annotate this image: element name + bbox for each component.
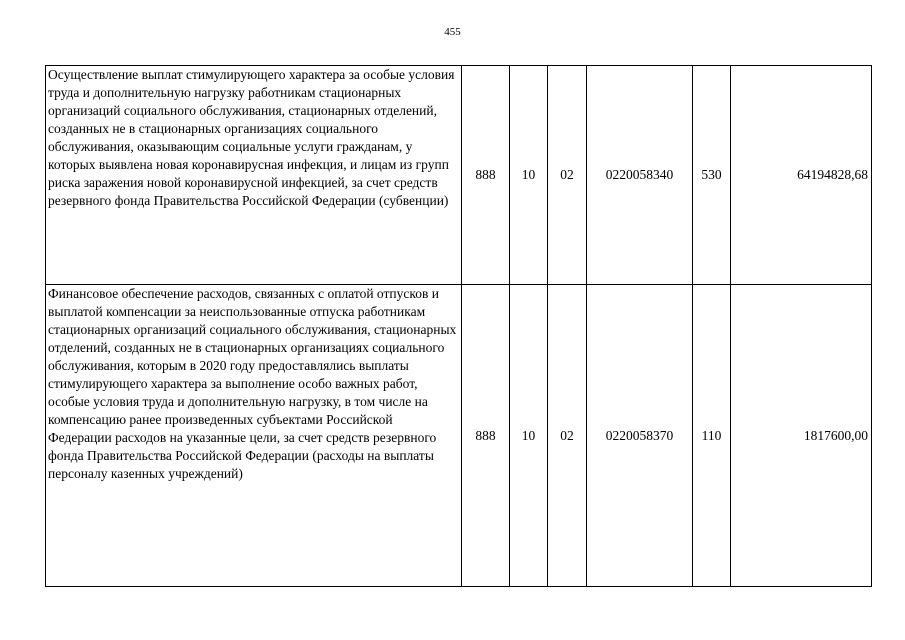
- row-description: Осуществление выплат стимулирующего характера за особые условия труда и дополнительную нагрузку работникам стационарных организаций социального обслуживания, стационарных отделений, созданных не в стационарных организациях социального обслуживания, оказывающим социальные услуги гражданам, у которых выявлена новая коронавирусная инфекция, и лицам из групп риска заражения новой коронавирусной инфекцией, за счет средств резервного фонда Правительства Российской Федерации (субвенции): [46, 66, 462, 285]
- table-row: [46, 66, 872, 285]
- budget-table: [45, 65, 872, 587]
- section-code: 10: [510, 66, 548, 285]
- target-article-code: 0220058340: [587, 66, 693, 285]
- target-article-code: 0220058370: [587, 285, 693, 587]
- amount-value: 64194828,68: [731, 66, 872, 285]
- expense-type-code: 530: [693, 66, 731, 285]
- ministry-code: 888: [462, 285, 510, 587]
- table-row: [46, 285, 872, 587]
- subsection-code: 02: [548, 285, 587, 587]
- section-code: 10: [510, 285, 548, 587]
- page-number: 455: [444, 26, 461, 38]
- row-description: Финансовое обеспечение расходов, связанных с оплатой отпусков и выплатой компенсации за неиспользованные отпуска работникам стационарных организаций социального обслуживания, стационарных отделений, созданных не в стационарных организациях социального обслуживания, которым в 2020 году предоставлялись выплаты стимулирующего характера за выполнение особо важных работ, особые условия труда и дополнительную нагрузку, в том числе на компенсацию ранее произведенных субъектами Российской Федерации расходов на указанные цели, за счет средств резервного фонда Правительства Российской Федерации (расходы на выплаты персоналу казенных учреждений): [46, 285, 462, 587]
- amount-value: 1817600,00: [731, 285, 872, 587]
- expense-type-code: 110: [693, 285, 731, 587]
- subsection-code: 02: [548, 66, 587, 285]
- ministry-code: 888: [462, 66, 510, 285]
